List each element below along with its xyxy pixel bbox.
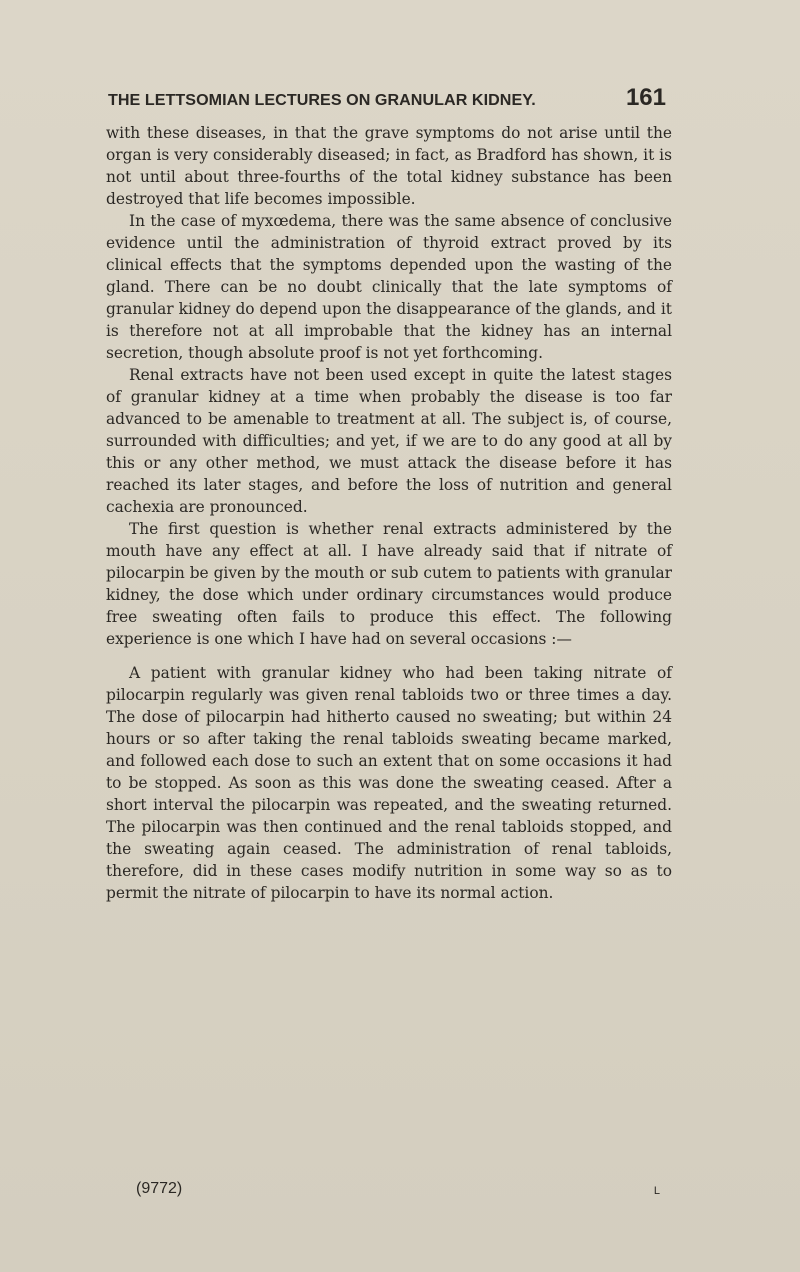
page-header bbox=[108, 84, 666, 114]
sheet-letter: L bbox=[653, 1185, 660, 1197]
paragraph-continuation: with these diseases, in that the grave symptoms do not arise until the organ is very considerably diseased; in fact, as Bradford has shown, it is not until about three-fourths of the total kidney substance has been destroyed that life becomes impossible. bbox=[106, 124, 672, 208]
page-footer bbox=[136, 1180, 660, 1206]
paragraph-myxoedema: In the case of myxœdema, there was the same absence of conclusive evidence until the administration of thyroid extract proved by its clinical effects that the symptoms depended upon the wasting of the gland. There can be no doubt clinically that the late symptoms of granular kidney do depend upon the disappearance of the glands, and it is therefore not at all improbable that the kidney has an internal secretion, though absolute proof is not yet forthcoming. bbox=[106, 212, 672, 362]
body-text bbox=[106, 122, 672, 904]
printer-signature-mark: (9772) bbox=[136, 1180, 183, 1197]
paragraph-renal-extracts: Renal extracts have not been used except in quite the latest stages of granular kidney at a time when probably the disease is too far advanced to be amenable to treatment at all. The subject is, of course, surrounded with difficulties; and yet, if we are to do any good at all by this or any other method, we must attack the disease before it has reached its later stages, and before the loss of nutrition and general cachexia are pronounced. bbox=[106, 366, 672, 516]
running-head: THE LETTSOMIAN LECTURES ON GRANULAR KIDNEY. bbox=[108, 91, 536, 109]
page-number: 161 bbox=[625, 84, 666, 111]
paragraph-first-question: The first question is whether renal extracts administered by the mouth have any effect at all. I have already said that if nitrate of pilocarpin be given by the mouth or sub cutem to patients with granular kidney, the dose which under ordinary circumstances would produce free sweating often fails to produce this effect. The following experience is one which I have had on several occasions :— bbox=[106, 520, 672, 648]
paragraph-case-report: A patient with granular kidney who had been taking nitrate of pilocarpin regularly was given renal tabloids two or three times a day. The dose of pilocarpin had hitherto caused no sweating; but within 24 hours or so after taking the renal tabloids sweating became marked, and followed each dose to such an extent that on some occasions it had to be stopped. As soon as this was done the sweating ceased. After a short interval the pilocarpin was repeated, and the sweating returned. The pilocarpin was then continued and the renal tabloids stopped, and the sweating again ceased. The administration of renal tabloids, therefore, did in these cases modify nutrition in some way so as to permit the nitrate of pilocarpin to have its normal action. bbox=[106, 664, 672, 902]
